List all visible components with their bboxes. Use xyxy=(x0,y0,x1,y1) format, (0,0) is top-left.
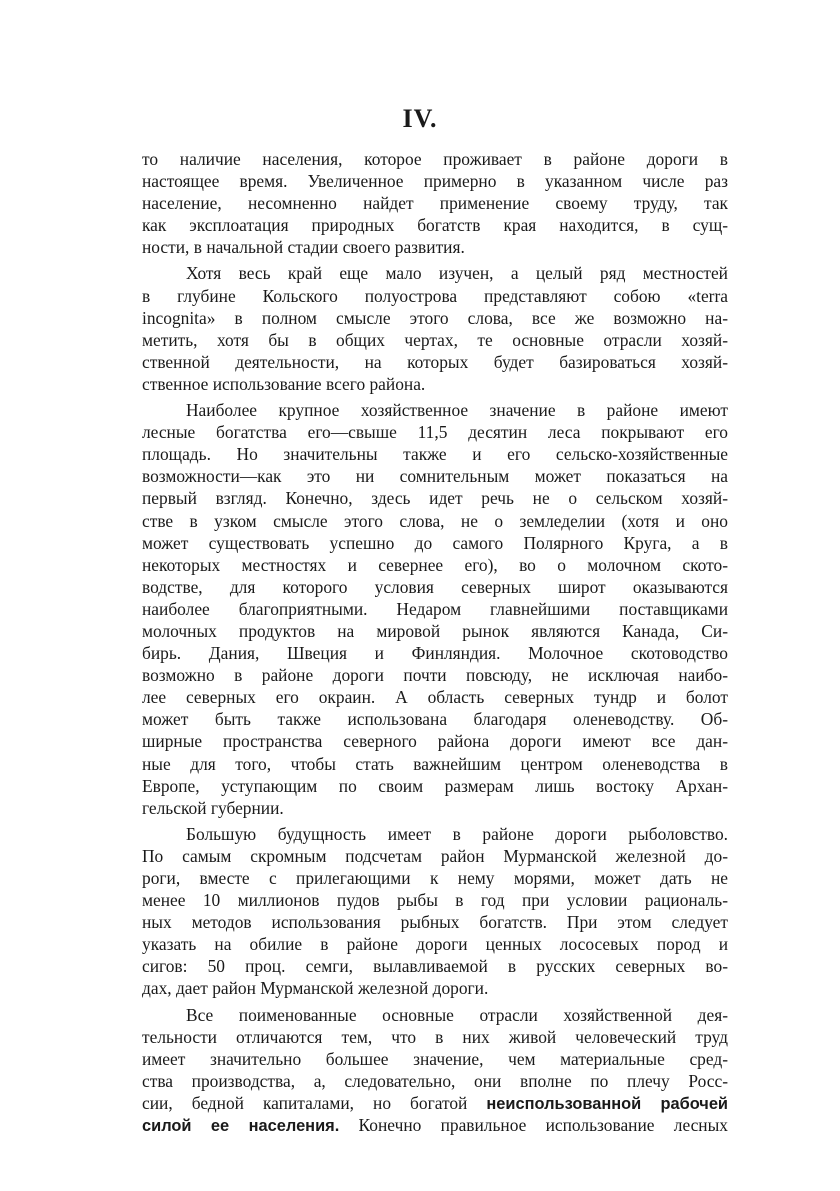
page-number: IV. xyxy=(402,104,438,133)
text-line: incognita» в полном смысле этого слова, все же возможно на- xyxy=(142,307,728,328)
text-line: бирь. Дания, Швеция и Финляндия. Молочное скотоводство xyxy=(142,643,728,664)
text-run: Конечно правильное использование лесных xyxy=(358,1115,728,1136)
text-line: тельности отличаются тем, что в них живой человеческий труд xyxy=(142,1026,728,1047)
text-line: имеет значительно большее значение, чем материальные сред- xyxy=(142,1048,728,1069)
text-line: Хотя весь край еще мало изучен, а целый ряд местностей xyxy=(186,263,728,284)
text-line: лее северных его окраин. А область северных тундр и болот xyxy=(142,687,728,708)
text-line: лесные богатства его—свыше 11,5 десятин леса покрывают его xyxy=(142,422,728,443)
text-line: ных методов использования рыбных богатств. При этом следует xyxy=(142,912,728,933)
text-line: молочных продуктов на мировой рынок являются Канада, Си- xyxy=(142,620,728,641)
text-line: менее 10 миллионов пудов рыбы в год при условии рациональ- xyxy=(142,890,728,911)
text-line: ности, в начальной стадии своего развития. xyxy=(142,237,465,258)
text-line: может существовать успешно до самого Полярного Круга, а в xyxy=(142,532,728,553)
text-line: то наличие населения, которое проживает в районе дороги в xyxy=(142,149,728,169)
text-line: может быть также использована благодаря оленеводству. Об- xyxy=(142,709,728,730)
text-line: ства производства, а, следовательно, они вполне по плечу Росс- xyxy=(142,1070,728,1091)
text-line: настоящее время. Увеличенное примерно в указанном числе раз xyxy=(142,171,728,192)
text-line: население, несомненно найдет применение своему труду, так xyxy=(142,193,728,214)
text-line: площадь. Но значительны также и его сельско-хозяйственные xyxy=(142,444,728,465)
paragraph-1 xyxy=(142,148,728,258)
bold-text-run: силой ее населения. xyxy=(142,1117,340,1136)
text-line: ширные пространства северного района дороги имеют все дан- xyxy=(142,731,728,752)
text-line: стве в узком смысле этого слова, не о земледелии (хотя и оно xyxy=(142,510,728,531)
text-line: в глубине Кольского полуострова представляют собою «terra xyxy=(142,285,728,306)
text-line: первый взгляд. Конечно, здесь идет речь не о сельском хозяй- xyxy=(142,488,728,509)
body-text xyxy=(142,148,728,1140)
text-line-mixed xyxy=(142,1092,728,1114)
text-line: ственной деятельности, на которых будет базироваться хозяй- xyxy=(142,351,728,372)
text-line: гельской губернии. xyxy=(142,797,284,818)
text-line: возможности—как это ни сомнительным может показаться на xyxy=(142,466,728,487)
text-line: Наиболее крупное хозяйственное значение в районе имеют xyxy=(186,400,728,421)
paragraph-2 xyxy=(142,262,728,395)
text-line: дах, дает район Мурманской железной дороги. xyxy=(142,978,489,999)
paragraph-4 xyxy=(142,823,728,1000)
text-line: ственное использование всего района. xyxy=(142,373,426,394)
text-line: Европе, уступающим по своим размерам лишь востоку Архан- xyxy=(142,775,728,796)
text-line: сигов: 50 проц. семги, вылавливаемой в русских северных во- xyxy=(142,956,728,977)
text-line: Все поименованные основные отрасли хозяйственной дея- xyxy=(186,1004,728,1025)
paragraph-5 xyxy=(142,1004,728,1137)
paragraph-3 xyxy=(142,399,728,819)
text-line: некоторых местностях и севернее его), во о молочном ското- xyxy=(142,554,728,575)
text-line: метить, хотя бы в общих чертах, те основные отрасли хозяй- xyxy=(142,329,728,350)
text-line: как эксплоатация природных богатств края находится, в сущ- xyxy=(142,215,728,236)
text-line: водстве, для которого условия северных широт оказываются xyxy=(142,576,728,597)
text-line: По самым скромным подсчетам район Мурманской железной до- xyxy=(142,845,728,866)
text-line-mixed xyxy=(142,1114,728,1136)
text-line: возможно в районе дороги почти повсюду, не исключая наибо- xyxy=(142,665,728,686)
bold-text-run: неиспользованной рабочей xyxy=(486,1094,728,1113)
text-line: ные для того, чтобы стать важнейшим центром оленеводства в xyxy=(142,753,728,774)
text-line: Большую будущность имеет в районе дороги рыболовство. xyxy=(186,823,728,844)
text-run: сии, бедной капиталами, но богатой xyxy=(142,1092,468,1113)
text-line: указать на обилие в районе дороги ценных лососевых пород и xyxy=(142,934,728,955)
text-line: наиболее благоприятными. Недаром главнейшими поставщиками xyxy=(142,598,728,619)
text-line: роги, вместе с прилегающими к нему морями, может дать не xyxy=(142,868,728,888)
